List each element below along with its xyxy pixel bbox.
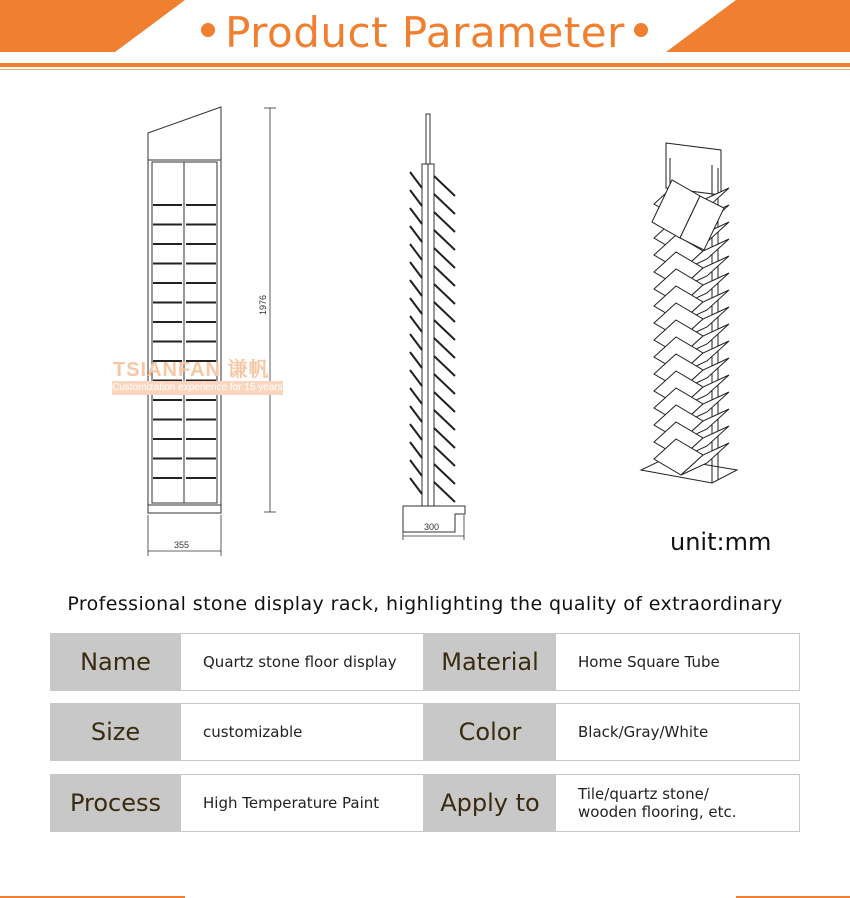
side-arm-left [410,226,422,242]
side-arm-right [434,302,455,322]
side-arm-right [434,446,455,466]
param-label: Size [50,703,181,761]
side-arm-left [410,334,422,350]
side-arm-right [434,266,455,286]
side-arm-left [410,280,422,296]
table-row [50,774,800,832]
side-arm-right [434,230,455,250]
side-arm-left [410,172,422,188]
height-dimension-label: 1976 [258,294,269,316]
side-arm-right [434,356,455,376]
side-arm-left [410,298,422,314]
param-value: High Temperature Paint [181,774,424,832]
param-label: Material [424,633,556,691]
side-arm-right [434,176,455,196]
side-view-drawing [403,114,465,540]
side-arm-right [434,410,455,430]
side-arm-right [434,428,455,448]
param-value: Home Square Tube [556,633,800,691]
watermark-slogan: Customization experience for 15 years [112,382,283,393]
param-label: Apply to [424,774,556,832]
param-value: customizable [181,703,424,761]
side-arm-right [434,392,455,412]
side-arm-right [434,284,455,304]
perspective-view-drawing [641,143,737,483]
side-arm-left [410,262,422,278]
side-width-dimension-label: 300 [424,522,440,532]
side-arm-right [434,194,455,214]
unit-label: unit:mm [670,528,772,556]
side-arm-right [434,464,455,484]
table-row [50,633,800,691]
param-value: Tile/quartz stone/ wooden flooring, etc. [556,774,800,832]
side-arm-left [410,442,422,458]
side-arm-right [434,320,455,340]
side-arm-right [434,338,455,358]
side-arm-left [410,406,422,422]
param-value: Quartz stone floor display [181,633,424,691]
param-label: Color [424,703,556,761]
page-title: Product Parameter [225,8,625,57]
side-arm-right [434,482,455,502]
side-arm-left [410,370,422,386]
side-arm-right [434,212,455,232]
param-value: Black/Gray/White [556,703,800,761]
param-label: Process [50,774,181,832]
side-arm-right [434,374,455,394]
front-width-dimension-label: 355 [174,540,190,550]
side-arm-left [410,244,422,260]
side-arm-left [410,460,422,476]
side-arm-left [410,208,422,224]
side-arm-left [410,190,422,206]
param-label: Name [50,633,181,691]
side-arm-right [434,248,455,268]
side-arm-left [410,316,422,332]
side-arm-left [410,352,422,368]
product-tagline: Professional stone display rack, highlighting the quality of extraordinary [67,593,783,615]
side-arm-left [410,424,422,440]
side-arm-left [410,388,422,404]
side-arm-left [410,478,422,494]
table-row [50,703,800,761]
front-view-drawing [148,107,276,556]
watermark-brand: TSIANFAN 谦帆 [113,359,270,381]
